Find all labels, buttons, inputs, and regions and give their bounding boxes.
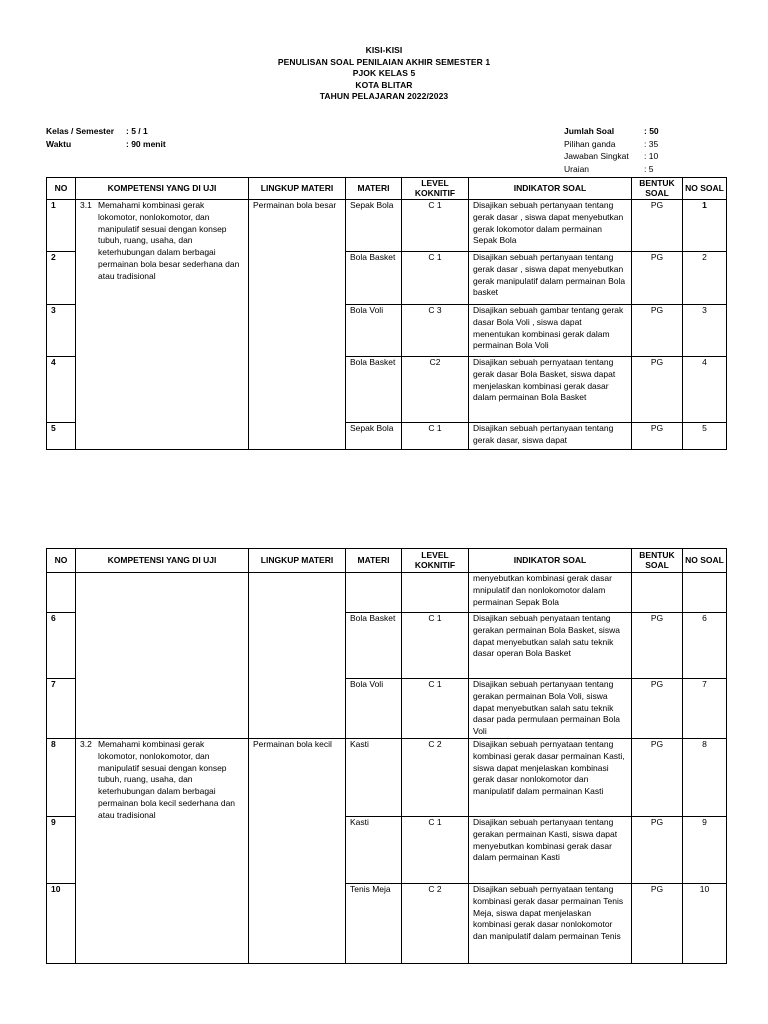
row-materi: Kasti xyxy=(346,816,402,883)
meta-left xyxy=(46,125,166,150)
col-no: NO xyxy=(47,549,76,573)
row-no-soal: 10 xyxy=(683,883,727,963)
row-level: C 1 xyxy=(402,679,469,739)
col-bentuk: BENTUK SOAL xyxy=(632,549,683,573)
jawaban-singkat-label: Jawaban Singkat xyxy=(564,151,629,161)
row-no-soal: 7 xyxy=(683,679,727,739)
row-materi: Tenis Meja xyxy=(346,883,402,963)
row-no-soal: 9 xyxy=(683,816,727,883)
jawaban-singkat-value: : 10 xyxy=(644,151,659,161)
row-level: C 2 xyxy=(402,883,469,963)
waktu-label: Waktu xyxy=(46,138,72,149)
row-materi: Sepak Bola xyxy=(346,200,402,252)
row-materi: Sepak Bola xyxy=(346,423,402,450)
row-no-soal: 4 xyxy=(683,357,727,423)
row-no: 8 xyxy=(47,738,76,816)
document-header xyxy=(0,45,768,103)
row-bentuk: PG xyxy=(632,423,683,450)
row-bentuk: PG xyxy=(632,883,683,963)
row-bentuk: PG xyxy=(632,305,683,357)
col-kompetensi: KOMPETENSI YANG DI UJI xyxy=(76,178,249,200)
col-indikator: INDIKATOR SOAL xyxy=(469,178,632,200)
row-level: C 1 xyxy=(402,423,469,450)
row-level: C2 xyxy=(402,357,469,423)
row-bentuk xyxy=(632,573,683,613)
row-materi: Bola Voli xyxy=(346,679,402,739)
row-materi: Bola Voli xyxy=(346,305,402,357)
row-indikator: Disajikan sebuah pertanyaan tentang gerakan permainan Bola Voli, siswa dapat menyebutkan salah satu teknik dasar pada permulaan permainan Bola Voli xyxy=(469,679,632,739)
row-indikator: Disajikan sebuah pernyataan tentang gerak dasar Bola Basket, siswa dapat menjelaskan kombinasi gerak dasar dalam permainan Bola Basket xyxy=(469,357,632,423)
col-kompetensi: KOMPETENSI YANG DI UJI xyxy=(76,549,249,573)
row-no-soal: 3 xyxy=(683,305,727,357)
doc-class: PJOK KELAS 5 xyxy=(352,68,416,78)
lingkup-cell: Permainan bola kecil xyxy=(249,738,346,963)
row-bentuk: PG xyxy=(632,252,683,305)
row-materi: Bola Basket xyxy=(346,357,402,423)
col-no-soal: NO SOAL xyxy=(683,178,727,200)
row-no: 5 xyxy=(47,423,76,450)
kelas-value: : 5 / 1 xyxy=(126,126,148,136)
row-indikator: Disajikan sebuah pertanyaan tentang gerak dasar , siswa dapat menyebutkan gerak manipulatif dalam permainan Bola basket xyxy=(469,252,632,305)
lingkup-cell: Permainan bola besar xyxy=(249,200,346,450)
row-no: 7 xyxy=(47,679,76,739)
row-level: C 1 xyxy=(402,252,469,305)
row-no: 1 xyxy=(47,200,76,252)
row-no-soal: 1 xyxy=(683,200,727,252)
row-indikator: Disajikan sebuah penyataan tentang gerakan permainan Bola Basket, siswa dapat menyebutkan salah satu teknik dasar operan Bola Basket xyxy=(469,613,632,679)
row-level: C 1 xyxy=(402,816,469,883)
row-materi xyxy=(346,573,402,613)
col-level: LEVEL KOKNITIF xyxy=(402,549,469,573)
table-header-row xyxy=(47,549,727,573)
row-bentuk: PG xyxy=(632,613,683,679)
row-no: 9 xyxy=(47,816,76,883)
col-materi: MATERI xyxy=(346,549,402,573)
col-indikator: INDIKATOR SOAL xyxy=(469,549,632,573)
row-no: 3 xyxy=(47,305,76,357)
kisi-table-2 xyxy=(46,548,727,964)
doc-year: TAHUN PELAJARAN 2022/2023 xyxy=(319,91,449,101)
col-no: NO xyxy=(47,178,76,200)
row-no-soal xyxy=(683,573,727,613)
row-indikator: Disajikan sebuah pernyataan tentang kombinasi gerak dasar permainan Tenis Meja, siswa dapat menjelaskan kombinasi gerak dasar nonlokomotor dan manipulatif dalam permainan Tenis xyxy=(469,883,632,963)
col-lingkup: LINGKUP MATERI xyxy=(249,178,346,200)
row-indikator: Disajikan sebuah gambar tentang gerak dasar Bola Voli , siswa dapat menentukan kombinasi gerak dalam permainan Bola Voli xyxy=(469,305,632,357)
row-no: 6 xyxy=(47,613,76,679)
row-indikator: Disajikan sebuah pernyataan tentang kombinasi gerak dasar permainan Kasti, siswa dapat menjelaskan kombinasi gerak dasar nonlokomotor dan manipulatif dalam permainan Kasti xyxy=(469,738,632,816)
row-materi: Bola Basket xyxy=(346,613,402,679)
table-row xyxy=(47,200,727,252)
jumlah-soal-value: : 50 xyxy=(644,126,659,136)
row-level: C 1 xyxy=(402,613,469,679)
table-row-continuation xyxy=(47,573,727,613)
uraian-label: Uraian xyxy=(564,163,590,174)
row-indikator: Disajikan sebuah pertanyaan tentang gerak dasar , siswa dapat menyebutkan gerak lokomotor dalam permainan Sepak Bola xyxy=(469,200,632,252)
uraian-value: : 5 xyxy=(644,163,654,174)
col-bentuk: BENTUK SOAL xyxy=(632,178,683,200)
kelas-label: Kelas / Semester xyxy=(46,126,115,136)
kd-text: Memahami kombinasi gerak lokomotor, nonlokomotor, dan manipulatif sesuai dengan konsep tubuh, ruang, usaha, dan keterhubungan dalam berbagai permainan bola kecil sederhana dan atau tradisional xyxy=(98,738,236,820)
row-materi: Bola Basket xyxy=(346,252,402,305)
meta-right xyxy=(564,125,659,175)
row-indikator: menyebutkan kombinasi gerak dasar mnipulatif dan nonlokomotor dalam permainan Sepak Bola xyxy=(469,573,632,613)
row-no: 10 xyxy=(47,883,76,963)
lingkup-cell-continued xyxy=(249,573,346,739)
pilihan-ganda-label: Pilihan ganda xyxy=(564,138,616,149)
jumlah-soal-label: Jumlah Soal xyxy=(564,126,615,136)
kompetensi-cell xyxy=(76,200,249,450)
col-lingkup: LINGKUP MATERI xyxy=(249,549,346,573)
col-materi: MATERI xyxy=(346,178,402,200)
row-bentuk: PG xyxy=(632,357,683,423)
row-indikator: Disajikan sebuah pertanyaan tentang gerak dasar, siswa dapat xyxy=(469,423,632,450)
row-level: C 1 xyxy=(402,200,469,252)
row-no: 2 xyxy=(47,252,76,305)
row-bentuk: PG xyxy=(632,200,683,252)
row-bentuk: PG xyxy=(632,738,683,816)
row-bentuk: PG xyxy=(632,679,683,739)
row-no-soal: 5 xyxy=(683,423,727,450)
row-bentuk: PG xyxy=(632,816,683,883)
row-no-soal: 2 xyxy=(683,252,727,305)
kd-number: 3.2 xyxy=(80,738,92,749)
doc-city: KOTA BLITAR xyxy=(355,79,413,90)
row-no-soal: 6 xyxy=(683,613,727,679)
kompetensi-cell xyxy=(76,738,249,963)
table-row xyxy=(47,738,727,816)
kompetensi-cell-continued xyxy=(76,573,249,739)
row-no-soal: 8 xyxy=(683,738,727,816)
waktu-value: : 90 menit xyxy=(126,138,166,149)
row-level: C 2 xyxy=(402,738,469,816)
kd-text: Memahami kombinasi gerak lokomotor, nonlokomotor, dan manipulatif sesuai dengan konsep tubuh, ruang, usaha, dan keterhubungan dalam berbagai permainan bola besar sederhana dan atau tradisional xyxy=(98,200,240,281)
doc-subtitle: PENULISAN SOAL PENILAIAN AKHIR SEMESTER 1 xyxy=(277,56,491,67)
col-level: LEVEL KOKNITIF xyxy=(402,178,469,200)
col-no-soal: NO SOAL xyxy=(683,549,727,573)
row-no: 4 xyxy=(47,357,76,423)
kisi-table-1 xyxy=(46,177,727,450)
row-materi: Kasti xyxy=(346,738,402,816)
doc-title: KISI-KISI xyxy=(365,45,403,55)
pilihan-ganda-value: : 35 xyxy=(644,138,659,149)
row-no xyxy=(47,573,76,613)
row-indikator: Disajikan sebuah pertanyaan tentang gerakan permainan Kasti, siswa dapat menyebutkan kombinasi gerak dasar dalam permainan Kasti xyxy=(469,816,632,883)
row-level xyxy=(402,573,469,613)
row-level: C 3 xyxy=(402,305,469,357)
table-header-row xyxy=(47,178,727,200)
kd-number: 3.1 xyxy=(80,200,92,210)
